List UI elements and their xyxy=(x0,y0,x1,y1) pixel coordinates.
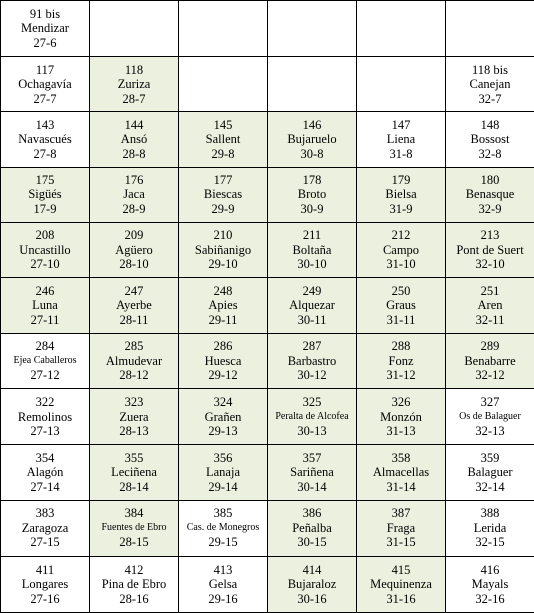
sheet-code: 28-8 xyxy=(122,146,146,161)
sheet-name: Uncastillo xyxy=(19,242,71,257)
sheet-cell xyxy=(446,277,534,333)
sheet-number: 412 xyxy=(124,562,144,577)
sheet-cell xyxy=(357,500,446,556)
sheet-code: 30-15 xyxy=(297,535,327,550)
sheet-code: 27-15 xyxy=(30,535,60,550)
grid-row xyxy=(1,556,534,612)
sheet-code: 28-14 xyxy=(119,479,149,494)
sheet-name: Grañen xyxy=(204,409,242,424)
sheet-name: Fuentes de Ebro xyxy=(101,521,167,533)
sheet-cell xyxy=(179,445,268,500)
sheet-code: 31-12 xyxy=(386,368,416,383)
sheet-cell xyxy=(446,112,534,167)
empty-cell xyxy=(179,1,268,57)
sheet-code: 28-11 xyxy=(119,312,149,327)
empty-cell xyxy=(179,57,268,112)
sheet-number: 387 xyxy=(391,506,411,521)
sheet-code: 27-12 xyxy=(30,368,60,383)
sheet-number: 359 xyxy=(480,450,500,465)
sheet-number: 288 xyxy=(391,339,411,354)
sheet-name: Luna xyxy=(32,298,58,313)
grid-row xyxy=(1,389,534,445)
sheet-code: 32-16 xyxy=(475,591,505,606)
sheet-number: 289 xyxy=(480,339,500,354)
sheet-code: 32-11 xyxy=(475,312,505,327)
sheet-number: 248 xyxy=(213,283,233,298)
sheet-number: 210 xyxy=(213,228,233,243)
sheet-number: 176 xyxy=(124,172,144,187)
sheet-name: Peralta de Alcofea xyxy=(275,410,349,422)
sheet-code: 31-14 xyxy=(386,479,416,494)
grid-row xyxy=(1,222,534,277)
sheet-code: 28-16 xyxy=(119,591,149,606)
sheet-cell xyxy=(357,112,446,167)
sheet-name: Remolinos xyxy=(17,409,73,424)
sheet-code: 28-7 xyxy=(122,91,146,106)
sheet-code: 31-9 xyxy=(389,201,413,216)
sheet-cell xyxy=(268,334,357,389)
sheet-cell xyxy=(446,167,534,222)
sheet-cell xyxy=(446,57,534,112)
sheet-cell xyxy=(357,222,446,277)
empty-cell xyxy=(268,57,357,112)
grid-row xyxy=(1,112,534,167)
sheet-cell xyxy=(1,334,90,389)
sheet-number: 209 xyxy=(124,228,144,243)
sheet-number: 148 xyxy=(480,117,500,132)
sheet-cell xyxy=(357,277,446,333)
sheet-name: Huesca xyxy=(204,353,242,368)
sheet-cell xyxy=(446,334,534,389)
sheet-cell xyxy=(179,112,268,167)
sheet-number: 386 xyxy=(302,506,322,521)
sheet-number: 383 xyxy=(35,506,55,521)
sheet-code: 30-12 xyxy=(297,368,327,383)
sheet-name: Liena xyxy=(386,132,416,147)
sheet-code: 27-13 xyxy=(30,424,60,439)
sheet-number: 388 xyxy=(480,506,500,521)
sheet-code: 29-13 xyxy=(208,424,238,439)
sheet-number: 180 xyxy=(480,172,500,187)
sheet-name: Jaca xyxy=(123,187,145,202)
empty-cell xyxy=(357,1,446,57)
sheet-code: 27-11 xyxy=(30,312,60,327)
sheet-cell xyxy=(179,556,268,612)
sheet-code: 32-13 xyxy=(475,424,505,439)
sheet-code: 32-12 xyxy=(475,368,505,383)
sheet-cell xyxy=(446,445,534,500)
sheet-code: 31-11 xyxy=(386,312,416,327)
sheet-cell xyxy=(1,112,90,167)
sheet-number: 385 xyxy=(213,506,233,521)
sheet-code: 30-8 xyxy=(300,146,324,161)
sheet-cell xyxy=(446,222,534,277)
sheet-name: Sariñena xyxy=(290,465,334,480)
grid-row xyxy=(1,277,534,333)
sheet-cell xyxy=(268,445,357,500)
sheet-name: Apies xyxy=(208,298,238,313)
sheet-number: 354 xyxy=(35,450,55,465)
sheet-number: 91 bis xyxy=(29,6,61,21)
sheet-name: Boltaña xyxy=(292,242,332,257)
sheet-name: Broto xyxy=(297,187,327,202)
sheet-name: Sigüés xyxy=(28,187,62,202)
sheet-cell xyxy=(357,334,446,389)
sheet-number: 143 xyxy=(35,117,55,132)
sheet-number: 117 xyxy=(35,62,55,77)
sheet-name: Cas. de Monegros xyxy=(186,521,260,533)
sheet-code: 28-12 xyxy=(119,368,149,383)
sheet-number: 411 xyxy=(35,562,55,577)
sheet-name: Ayerbe xyxy=(116,298,152,313)
sheet-cell xyxy=(357,445,446,500)
sheet-cell xyxy=(357,167,446,222)
sheet-code: 30-14 xyxy=(297,479,327,494)
sheet-code: 28-10 xyxy=(119,257,149,272)
sheet-name: Almudevar xyxy=(105,353,163,368)
sheet-cell xyxy=(268,112,357,167)
sheet-name: Sabiñanigo xyxy=(194,242,252,257)
sheet-code: 27-14 xyxy=(30,479,60,494)
sheet-name: Biescas xyxy=(203,187,243,202)
sheet-code: 28-15 xyxy=(119,535,149,550)
sheet-number: 177 xyxy=(213,172,233,187)
sheet-cell xyxy=(1,1,90,57)
sheet-code: 32-9 xyxy=(478,201,502,216)
sheet-name: Aren xyxy=(477,298,503,313)
sheet-code: 32-8 xyxy=(478,146,502,161)
sheet-number: 145 xyxy=(213,117,233,132)
sheet-cell xyxy=(1,500,90,556)
sheet-name: Mequinenza xyxy=(370,577,432,592)
sheet-number: 251 xyxy=(480,283,500,298)
sheet-cell xyxy=(90,277,179,333)
sheet-cell xyxy=(268,389,357,445)
sheet-code: 29-8 xyxy=(211,146,235,161)
sheet-code: 32-15 xyxy=(475,535,505,550)
sheet-cell xyxy=(1,556,90,612)
grid-row xyxy=(1,445,534,500)
sheet-name: Mayals xyxy=(471,577,509,592)
sheet-name: Bujaraloz xyxy=(287,577,337,592)
grid-row xyxy=(1,334,534,389)
sheet-code: 29-11 xyxy=(208,312,238,327)
sheet-number: 356 xyxy=(213,450,233,465)
sheet-code: 29-12 xyxy=(208,368,238,383)
sheet-cell xyxy=(90,389,179,445)
sheet-number: 326 xyxy=(391,395,411,410)
sheet-code: 27-10 xyxy=(30,257,60,272)
sheet-number: 250 xyxy=(391,283,411,298)
sheet-number: 146 xyxy=(302,117,322,132)
sheet-cell xyxy=(90,167,179,222)
sheet-name: Pont de Suert xyxy=(456,242,524,257)
sheet-name: Bossost xyxy=(470,132,510,147)
sheet-code: 31-15 xyxy=(386,535,416,550)
sheet-number: 118 xyxy=(124,62,144,77)
grid-row xyxy=(1,167,534,222)
sheet-cell xyxy=(1,389,90,445)
sheet-cell xyxy=(90,445,179,500)
sheet-code: 28-9 xyxy=(122,201,146,216)
sheet-cell xyxy=(268,556,357,612)
sheet-name: Zaragoza xyxy=(21,520,69,535)
sheet-name: Peñalba xyxy=(292,520,332,535)
sheet-name: Sallent xyxy=(205,132,241,147)
sheet-name: Bujaruelo xyxy=(287,132,337,147)
sheet-number: 144 xyxy=(124,117,144,132)
grid-row xyxy=(1,57,534,112)
sheet-code: 27-6 xyxy=(33,35,57,50)
sheet-number: 322 xyxy=(35,395,55,410)
sheet-cell xyxy=(1,222,90,277)
sheet-name: Leciñena xyxy=(111,465,157,480)
sheet-number: 178 xyxy=(302,172,322,187)
sheet-code: 31-13 xyxy=(386,424,416,439)
sheet-number: 284 xyxy=(35,339,55,354)
sheet-name: Zuriza xyxy=(117,77,151,91)
sheet-name: Campo xyxy=(382,242,420,257)
sheet-cell xyxy=(1,167,90,222)
sheet-code: 31-10 xyxy=(386,257,416,272)
sheet-name: Fraga xyxy=(386,520,416,535)
sheet-name: Agüero xyxy=(115,242,153,257)
sheet-cell xyxy=(268,222,357,277)
empty-cell xyxy=(446,1,534,57)
sheet-cell xyxy=(179,500,268,556)
sheet-name: Alagón xyxy=(26,465,64,480)
sheet-code: 30-10 xyxy=(297,257,327,272)
sheet-name: Ansó xyxy=(120,132,148,147)
sheet-number: 118 bis xyxy=(472,62,508,77)
sheet-number: 323 xyxy=(124,395,144,410)
sheet-number: 416 xyxy=(480,562,500,577)
sheet-name: Lanaja xyxy=(205,465,240,480)
sheet-number: 246 xyxy=(35,283,55,298)
sheet-code: 27-16 xyxy=(30,591,60,606)
empty-cell xyxy=(268,1,357,57)
grid-body xyxy=(1,1,534,613)
sheet-name: Balaguer xyxy=(467,465,513,480)
empty-cell xyxy=(90,1,179,57)
sheet-number: 212 xyxy=(391,228,411,243)
sheet-code: 27-8 xyxy=(33,146,57,161)
sheet-number: 211 xyxy=(302,228,322,243)
sheet-cell xyxy=(268,500,357,556)
sheet-number: 147 xyxy=(391,117,411,132)
sheet-code: 30-16 xyxy=(297,591,327,606)
sheet-number: 286 xyxy=(213,339,233,354)
sheet-cell xyxy=(90,112,179,167)
sheet-cell xyxy=(90,334,179,389)
sheet-cell xyxy=(1,277,90,333)
sheet-code: 32-10 xyxy=(475,257,505,272)
sheet-cell xyxy=(90,222,179,277)
sheet-number: 327 xyxy=(480,395,500,410)
sheet-name: Barbastro xyxy=(287,353,337,368)
sheet-name: Pina de Ebro xyxy=(101,577,167,592)
sheet-cell xyxy=(357,389,446,445)
sheet-cell xyxy=(179,334,268,389)
sheet-name: Os de Balaguer xyxy=(459,410,521,422)
sheet-code: 31-16 xyxy=(386,591,416,606)
sheet-code: 29-15 xyxy=(208,535,238,550)
sheet-cell xyxy=(90,57,179,112)
sheet-cell xyxy=(268,277,357,333)
sheet-number: 213 xyxy=(480,228,500,243)
sheet-number: 247 xyxy=(124,283,144,298)
sheet-code: 17-9 xyxy=(33,201,57,216)
grid-row xyxy=(1,1,534,57)
sheet-code: 30-13 xyxy=(297,424,327,439)
sheet-code: 29-16 xyxy=(208,591,238,606)
sheet-cell xyxy=(446,556,534,612)
sheet-cell xyxy=(1,445,90,500)
sheet-number: 175 xyxy=(35,172,55,187)
sheet-code: 30-9 xyxy=(300,201,324,216)
sheet-number: 415 xyxy=(391,562,411,577)
sheet-cell xyxy=(179,277,268,333)
sheet-number: 287 xyxy=(302,339,322,354)
sheet-name: Canejan xyxy=(469,77,511,91)
grid-row xyxy=(1,500,534,556)
sheet-name: Ejea Caballeros xyxy=(13,354,77,366)
sheet-name: Lerida xyxy=(473,520,507,535)
sheet-name: Longares xyxy=(21,577,69,592)
sheet-name: Fonz xyxy=(388,353,414,368)
sheet-cell xyxy=(446,389,534,445)
sheet-cell xyxy=(1,57,90,112)
sheet-cell xyxy=(357,556,446,612)
sheet-number: 324 xyxy=(213,395,233,410)
sheet-name: Zuera xyxy=(119,409,149,424)
sheet-number: 208 xyxy=(35,228,55,243)
sheet-number: 179 xyxy=(391,172,411,187)
sheet-code: 30-11 xyxy=(297,312,327,327)
sheet-name: Navascués xyxy=(18,132,72,147)
sheet-number: 249 xyxy=(302,283,322,298)
sheet-number: 358 xyxy=(391,450,411,465)
sheet-number: 357 xyxy=(302,450,322,465)
sheet-code: 28-13 xyxy=(119,424,149,439)
sheet-cell xyxy=(179,222,268,277)
sheet-code: 32-7 xyxy=(478,91,502,106)
sheet-number: 325 xyxy=(302,395,322,410)
sheet-name: Mendizar xyxy=(21,21,69,36)
sheet-name: Almacellas xyxy=(372,465,430,480)
sheet-cell xyxy=(90,556,179,612)
sheet-cell xyxy=(90,500,179,556)
sheet-name: Bielsa xyxy=(385,187,417,202)
sheet-number: 414 xyxy=(302,562,322,577)
sheet-code: 32-14 xyxy=(475,479,505,494)
sheet-cell xyxy=(268,167,357,222)
sheet-name: Benabarre xyxy=(464,353,516,368)
sheet-number: 355 xyxy=(124,450,144,465)
sheet-code: 29-10 xyxy=(208,257,238,272)
sheet-code: 31-8 xyxy=(389,146,413,161)
sheet-name: Graus xyxy=(386,298,416,313)
sheet-name: Ochagavía xyxy=(18,77,72,91)
empty-cell xyxy=(357,57,446,112)
sheet-code: 29-9 xyxy=(211,201,235,216)
sheet-number: 285 xyxy=(124,339,144,354)
sheet-cell xyxy=(179,389,268,445)
sheet-code: 27-7 xyxy=(33,91,57,106)
sheet-number: 413 xyxy=(213,562,233,577)
sheet-name: Benasque xyxy=(465,187,515,202)
sheet-name: Alquezar xyxy=(289,298,335,313)
sheet-cell xyxy=(446,500,534,556)
sheet-name: Gelsa xyxy=(208,577,238,592)
sheet-name: Monzón xyxy=(380,409,422,424)
sheet-code: 29-14 xyxy=(208,479,238,494)
sheet-number: 384 xyxy=(124,506,144,521)
sheet-cell xyxy=(179,167,268,222)
